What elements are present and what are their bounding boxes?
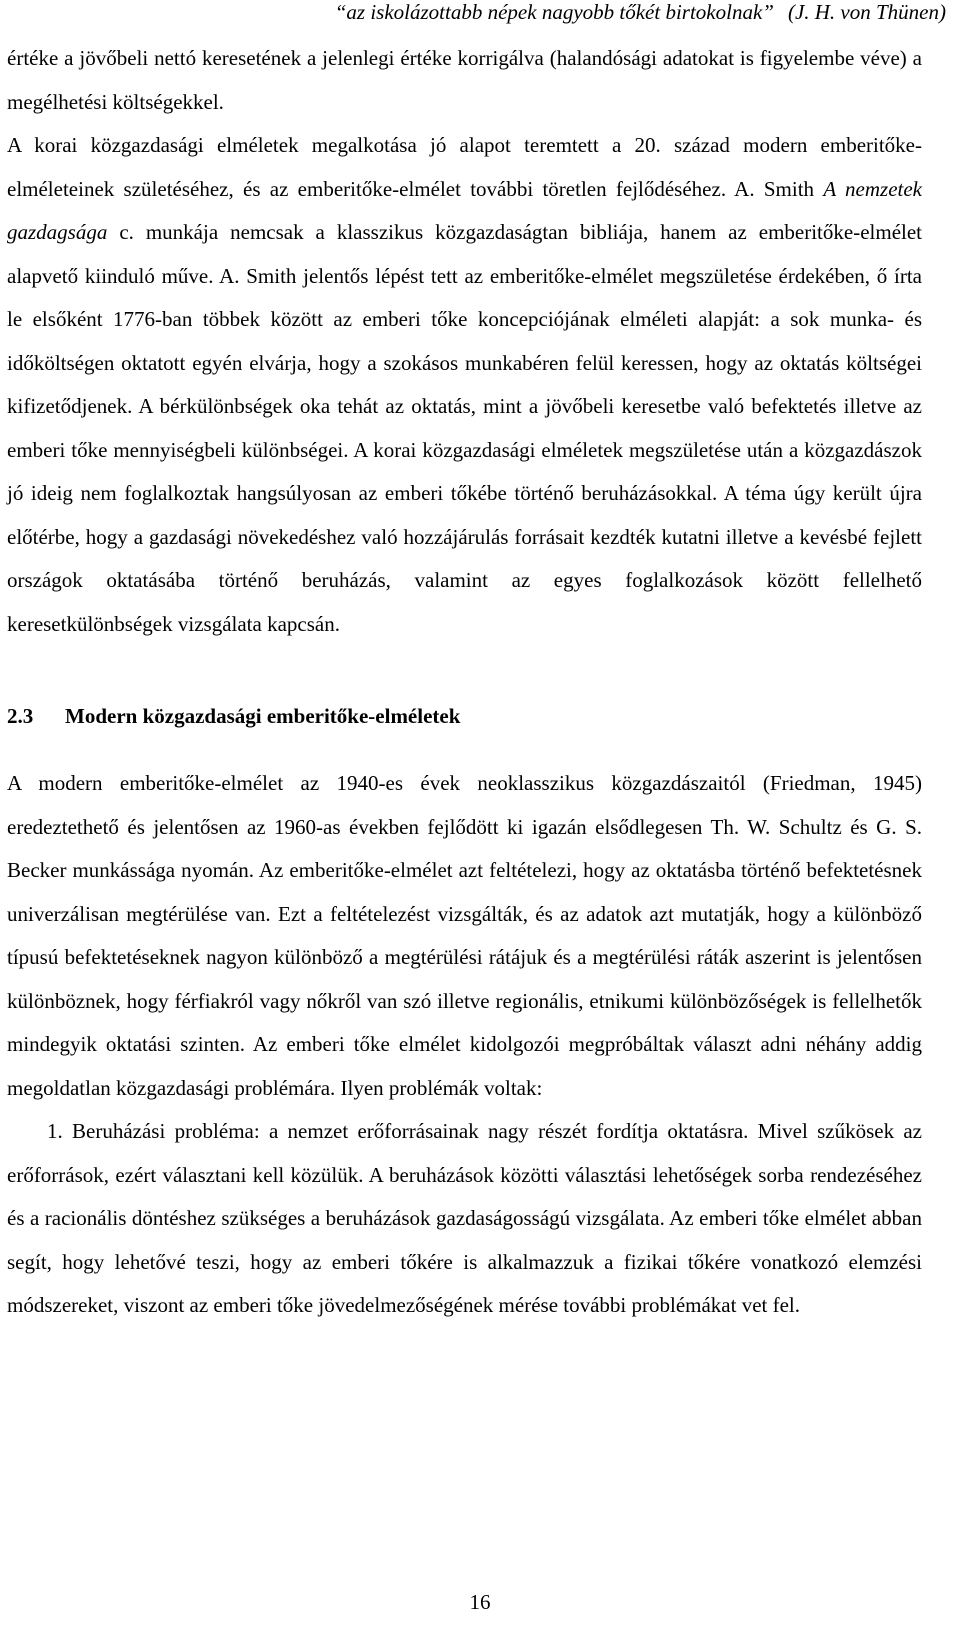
header-quote: “az iskolázottabb népek nagyobb tőkét birtokolnak” (334, 0, 774, 24)
body-text (7, 37, 922, 1328)
list-item-text: Beruházási probléma: a nemzet erőforrásainak nagy részét fordítja oktatásra. Mivel szűkösek az erőforrások, ezért választani kell közülük. A beruházások közötti választási lehetőségek sorba rendezéséhez és a racionális döntéshez szükséges a beruházások gazdaságosságú vizsgálata. Az emberi tőke elmélet abban segít, hogy lehetővé teszi, hogy az emberi tőkére is alkalmazzuk a fizikai tőkére vonatkozó elemzési módszereket, viszont az emberi tőke jövedelmezőségének mérése további problémákat vet fel. (7, 1119, 922, 1317)
running-header (335, 0, 946, 24)
section-number: 2.3 (7, 704, 34, 728)
paragraph-early-theories (7, 124, 922, 646)
paragraph-text-before-title: A korai közgazdasági elméletek megalkotása jó alapot teremtett a 20. század modern emberitőke-elméleteinek születéséhez, és az emberitőke-elmélet további töretlen fejlődéséhez. A. Smith (7, 133, 922, 201)
section-heading (7, 695, 922, 738)
page-number: 16 (469, 1590, 491, 1614)
paragraph-text-after-title: c. munkája nemcsak a klasszikus közgazdaságtan bibliája, hanem az emberitőke-elmélet alapvető kiinduló műve. A. Smith jelentős lépést tett az emberitőke-elmélet megszületése érdekében, ő írta le elsőként 1776-ban többek között az emberi tőke koncepciójának elméleti alapját: a sok munka- és időköltségen oktatott egyén elvárja, hogy a szokásos munkabéren felül keressen, hogy az oktatás költségei kifizetődjenek. A bérkülönbségek oka tehát az oktatás, mint a jövőbeli keresetbe való befektetés illetve az emberi tőke mennyiségbeli különbségei. A korai közgazdasági elméletek megszületése után a közgazdászok jó ideig nem foglalkoztak hangsúlyosan az emberi tőkébe történő beruházásokkal. A téma úgy került újra előtérbe, hogy a gazdasági növekedéshez való hozzájárulás forrásait kezdték kutatni illetve a kevésbé fejlett országok oktatásába történő beruházás, valamint az egyes foglalkozások között fellelhető keresetkülönbségek vizsgálata kapcsán. (7, 220, 922, 636)
header-attribution: (J. H. von Thünen) (787, 0, 946, 24)
list-item (7, 1110, 922, 1328)
section-title: Modern közgazdasági emberitőke-elméletek (65, 704, 461, 728)
list-item-number: 1. (47, 1119, 63, 1143)
paragraph-continued: értéke a jövőbeli nettó keresetének a jelenlegi értéke korrigálva (halandósági adatokat is figyelembe véve) a megélhetési költségekkel. (7, 46, 922, 114)
paragraph-modern-theory: A modern emberitőke-elmélet az 1940-es évek neoklasszikus közgazdászaitól (Friedman, 1945) eredeztethető és jelentősen az 1960-as években fejlődött ki igazán elsődlegesen Th. W. Schultz és G. S. Becker munkássága nyomán. Az emberitőke-elmélet azt feltételezi, hogy az oktatásba történő befektetésnek univerzálisan megtérülése van. Ezt a feltételezést vizsgálták, és az adatok azt mutatják, hogy a különböző típusú befektetéseknek nagyon különböző a megtérülési rátájuk és a megtérülési ráták aszerint is jelentősen különböznek, hogy férfiakról vagy nőkről van szó illetve regionális, etnikumi különbözőségek is fellelhetők mindegyik oktatási szinten. Az emberi tőke elmélet kidolgozói megpróbáltak választ adni néhány addig megoldatlan közgazdasági problémára. Ilyen problémák voltak: (7, 771, 922, 1100)
book-title: A nemzetek gazdagsága (7, 176, 923, 244)
